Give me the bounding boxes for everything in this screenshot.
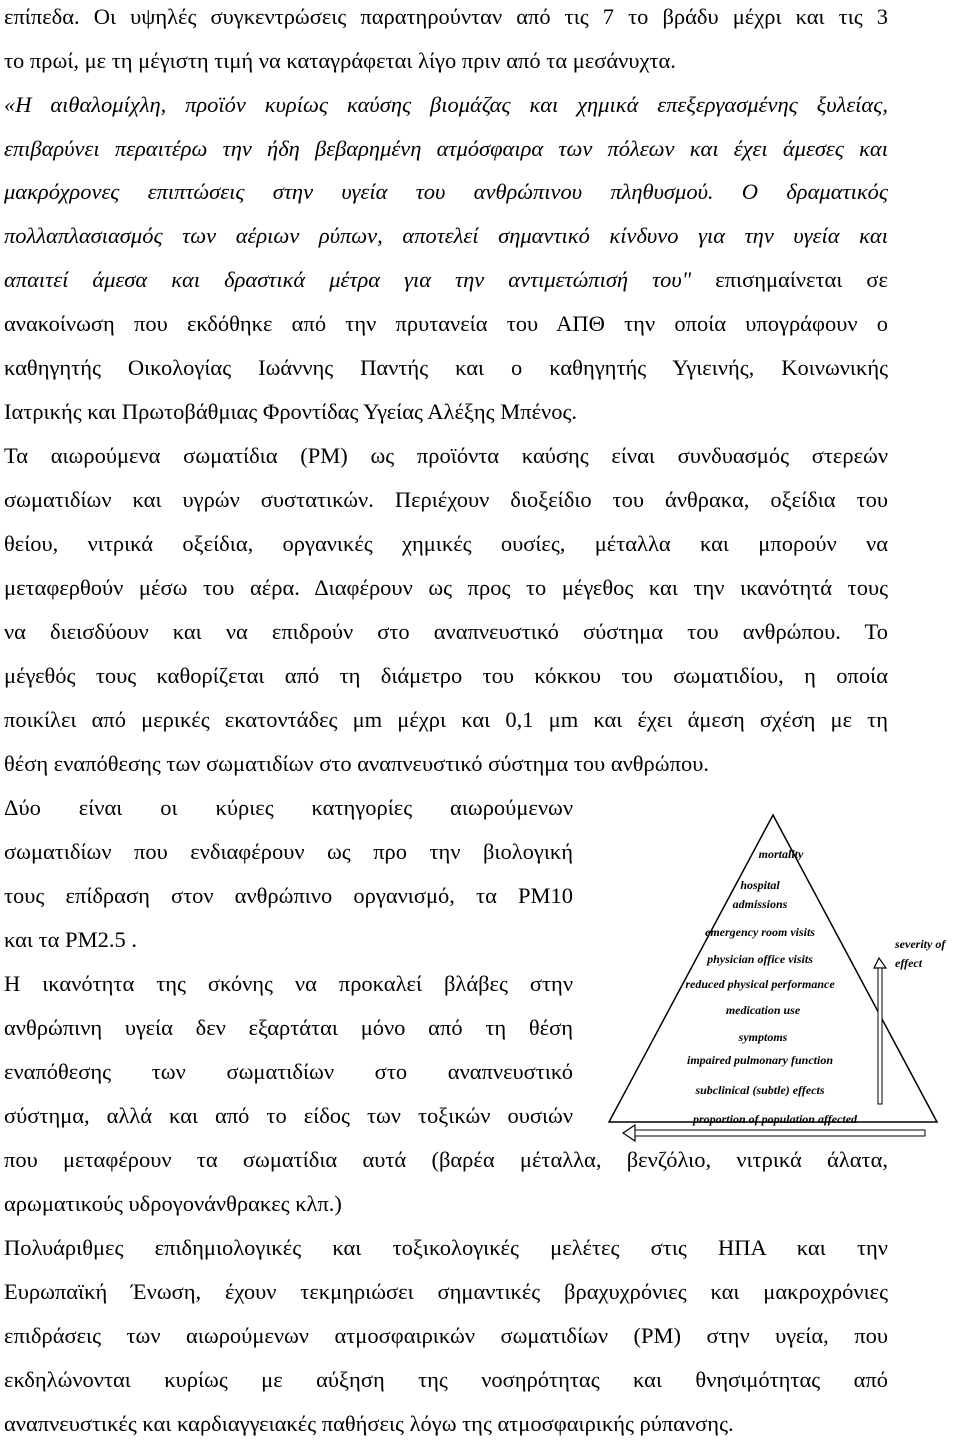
text-line: σύστημα, αλλά και από το είδος των τοξικών ουσιών [4, 1103, 573, 1128]
text-line: Ευρωπαϊκή Ένωση, έχουν τεκμηριώσει σημαντικές βραχυχρόνιες και μακροχρόνιες [4, 1279, 888, 1304]
text-line: καθηγητής Οικολογίας Ιωάννης Παντής και ο καθηγητής Υγιεινής, Κοινωνικής [4, 355, 888, 380]
level-impaired-pulmonary-function: impaired pulmonary function [686, 1053, 834, 1067]
text-line: ανθρώπινη υγεία δεν εξαρτάται μόνο από τη θέση [4, 1015, 573, 1040]
population-arrow-head [623, 1125, 635, 1141]
quote-line: μακρόχρονες επιπτώσεις στην υγεία του ανθρώπινου πληθυσμού. Ο δραματικός [4, 179, 888, 204]
quote-line: πολλαπλασιασμός των αέριων ρύπων, αποτελεί σημαντικό κίνδυνο για την υγεία και [4, 223, 888, 248]
text-line: Τα αιωρούμενα σωματίδια (PM) ως προϊόντα καύσης είναι συνδυασμός στερεών [4, 443, 888, 468]
quote-line: «Η αιθαλομίχλη, προϊόν κυρίως καύσης βιομάζας και χημικά επεξεργασμένης ξυλείας, [4, 92, 888, 117]
population-label: proportion of population affected [692, 1112, 858, 1126]
text-line: που μεταφέρουν τα σωματίδια αυτά (βαρέα μέταλλα, βενζόλιο, νιτρικά άλατα, [4, 1147, 888, 1172]
quote-line-mixed [4, 258, 888, 302]
level-physician-office-visits: physician office visits [707, 952, 813, 966]
level-symptoms: symptoms [738, 1030, 788, 1044]
quote-attribution-start: επισημαίνεται σε [691, 267, 888, 292]
text-line: επίπεδα. Οι υψηλές συγκεντρώσεις παρατηρούνταν από τις 7 το βράδυ μέχρι και τις 3 [4, 4, 888, 29]
level-reduced-physical-performance: reduced physical performance [685, 977, 835, 991]
severity-label-line-2: effect [895, 956, 923, 970]
text-line: Δύο είναι οι κύριες κατηγορίες αιωρούμενων [4, 795, 573, 820]
text-line: ποικίλει από μερικές εκατοντάδες μm μέχρι και 0,1 μm και έχει άμεση σχέση με τη [4, 707, 888, 732]
health-effects-pyramid [595, 790, 960, 1145]
level-hospital: hospital [740, 878, 780, 892]
severity-arrow-shaft [878, 968, 882, 1104]
level-admissions: admissions [732, 897, 788, 911]
level-mortality: mortality [758, 847, 804, 861]
severity-label-line-1: severity of [895, 937, 946, 951]
level-subclinical-effects: subclinical (subtle) effects [695, 1083, 825, 1097]
text-line: θείου, νιτρικά οξείδια, οργανικές χημικές ουσίες, μέταλλα και μπορούν να [4, 531, 888, 556]
text-line: μέγεθός τους καθορίζεται από τη διάμετρο του κόκκου του σωματιδίου, η οποία [4, 663, 888, 688]
text-line: τους επίδραση στον ανθρώπινο οργανισμό, τα PM10 [4, 883, 573, 908]
text-line: εναπόθεσης των σωματιδίων στο αναπνευστικό [4, 1059, 573, 1084]
text-line: Ιατρικής και Πρωτοβάθμιας Φροντίδας Υγείας Αλέξης Μπένος. [4, 399, 577, 424]
text-line: ανακοίνωση που εκδόθηκε από την πρυτανεία του ΑΠΘ την οποία υπογράφουν ο [4, 311, 888, 336]
text-line: να διεισδύουν και να επιδρούν στο αναπνευστικό σύστημα του ανθρώπου. Το [4, 619, 888, 644]
text-line: μεταφερθούν μέσω του αέρα. Διαφέρουν ως προς το μέγεθος και την ικανότητά τους [4, 575, 888, 600]
severity-arrow-head [874, 958, 886, 968]
text-line: Η ικανότητα της σκόνης να προκαλεί βλάβες στην [4, 971, 573, 996]
text-line: σωματιδίων και υγρών συστατικών. Περιέχουν διοξείδιο του άνθρακα, οξείδια του [4, 487, 888, 512]
text-line: και τα PM2.5 . [4, 927, 137, 952]
text-line: το πρωί, με τη μέγιστη τιμή να καταγράφεται λίγο πριν από τα μεσάνυχτα. [4, 48, 676, 73]
text-line: αναπνευστικές και καρδιαγγειακές παθήσεις λόγω της ατμοσφαιρικής ρύπανσης. [4, 1411, 734, 1436]
text-line: Πολυάριθμες επιδημιολογικές και τοξικολογικές μελέτες στις ΗΠΑ και την [4, 1235, 888, 1260]
text-line: αρωματικούς υδρογονάνθρακες κλπ.) [4, 1191, 342, 1216]
pyramid-outline [609, 815, 937, 1122]
text-line: εκδηλώνονται κυρίως με αύξηση της νοσηρότητας και θνησιμότητας από [4, 1367, 888, 1392]
level-medication-use: medication use [725, 1003, 801, 1017]
quote-italic-end: απαιτεί άμεσα και δραστικά μέτρα για την αντιμετώπισή του" [4, 267, 692, 292]
quote-line: επιβαρύνει περαιτέρω την ήδη βεβαρημένη ατμόσφαιρα των πόλεων και έχει άμεσες και [4, 136, 888, 161]
text-line: θέση εναπόθεσης των σωματιδίων στο αναπνευστικό σύστημα του ανθρώπου. [4, 751, 709, 776]
text-line: επιδράσεις των αιωρούμενων ατμοσφαιρικών σωματιδίων (PM) στην υγεία, που [4, 1323, 888, 1348]
population-arrow-shaft [635, 1130, 925, 1136]
text-line: σωματιδίων που ενδιαφέρουν ως προ την βιολογική [4, 839, 573, 864]
level-emergency-room-visits: emergency room visits [705, 925, 815, 939]
